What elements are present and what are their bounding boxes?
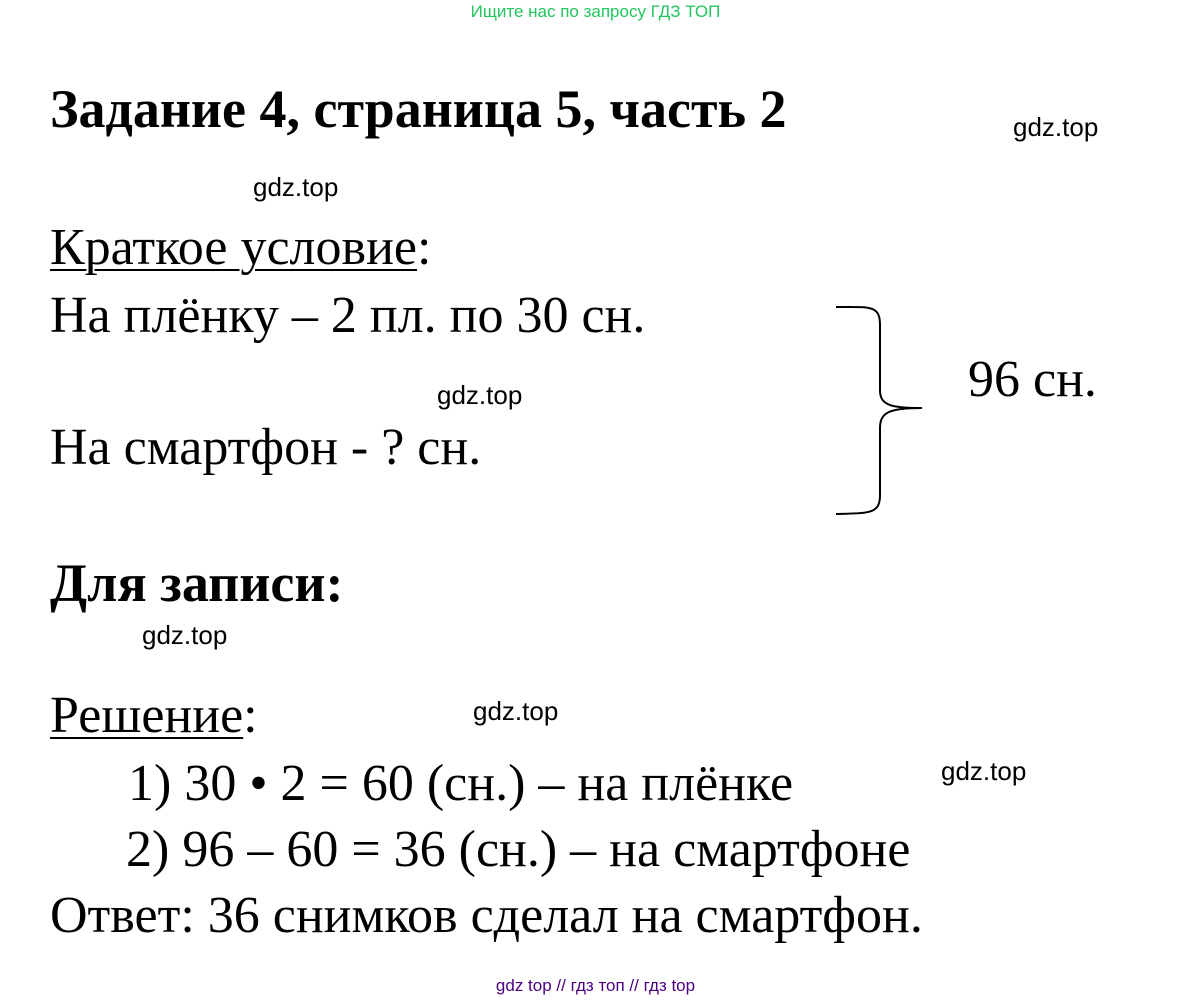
watermark: gdz.top	[473, 696, 559, 726]
footer: gdz top // гдз топ // гдз top	[495, 976, 696, 995]
solution-step-1: 1) 30 • 2 = 60 (сн.) – на плёнке	[128, 755, 794, 812]
condition-heading	[50, 218, 431, 277]
watermark: gdz.top	[253, 172, 339, 202]
condition-line-film: На плёнку – 2 пл. по 30 сн.	[50, 287, 646, 344]
record-heading: Для записи:	[50, 553, 344, 613]
watermark: gdz.top	[941, 756, 1027, 786]
watermark: gdz.top	[437, 380, 523, 410]
condition-line-smartphone: На смартфон - ? сн.	[50, 419, 482, 476]
answer: Ответ: 36 снимков сделал на смартфон.	[50, 887, 923, 944]
condition-heading-colon: :	[416, 219, 432, 276]
condition-total: 96 сн.	[968, 351, 1097, 408]
solution-heading-text: Решение	[50, 687, 244, 744]
condition-heading-text: Краткое условие	[50, 219, 417, 276]
solution-heading-colon: :	[243, 687, 258, 744]
top-banner: Ищите нас по запросу ГДЗ ТОП	[470, 2, 721, 21]
solution-heading	[50, 686, 258, 745]
page-title: Задание 4, страница 5, часть 2	[50, 79, 787, 139]
watermark: gdz.top	[1013, 112, 1099, 142]
solution-step-2: 2) 96 – 60 = 36 (сн.) – на смартфоне	[126, 821, 911, 878]
right-brace-icon	[830, 300, 930, 520]
watermark: gdz.top	[142, 620, 228, 650]
